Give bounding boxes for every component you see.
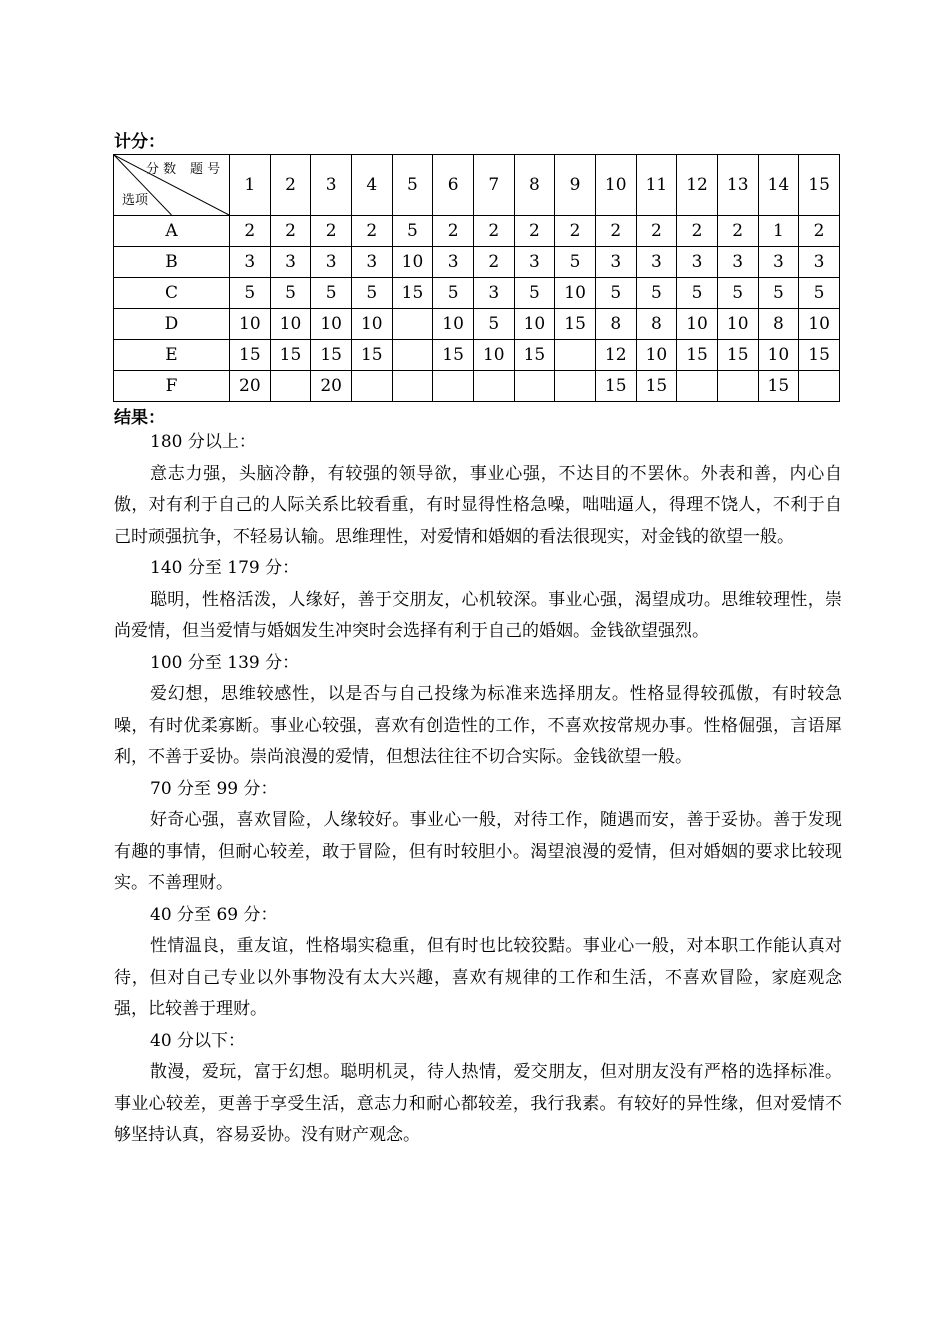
score-cell: 2: [311, 216, 352, 247]
table-row: [114, 340, 840, 371]
score-cell: 10: [270, 309, 311, 340]
score-cell: 2: [799, 216, 840, 247]
score-cell: 15: [270, 340, 311, 371]
score-cell: [799, 371, 840, 402]
score-cell: 3: [677, 247, 718, 278]
score-cell: 5: [351, 278, 392, 309]
question-number-cell: 5: [392, 155, 433, 216]
score-cell: 1: [758, 216, 799, 247]
score-cell: 10: [799, 309, 840, 340]
score-cell: 10: [351, 309, 392, 340]
score-cell: 10: [392, 247, 433, 278]
score-cell: 3: [799, 247, 840, 278]
score-label: 分 数: [146, 162, 177, 177]
score-cell: 5: [311, 278, 352, 309]
score-cell: 5: [799, 278, 840, 309]
score-cell: 2: [595, 216, 636, 247]
score-cell: 10: [636, 340, 677, 371]
option-cell: E: [114, 340, 230, 371]
score-cell: [392, 371, 433, 402]
score-cell: 15: [514, 340, 555, 371]
range-description: 爱幻想，思维较感性，以是否与自己投缘为标准来选择朋友。性格显得较孤傲，有时较急噪，有时优柔寡断。事业心较强，喜欢有创造性的工作，不喜欢按常规办事。性格倔强，言语犀利，不善于妥协。崇尚浪漫的爱情，但想法往往不切合实际。金钱欲望一般。: [114, 684, 842, 767]
question-label: 题 号: [190, 162, 221, 177]
diagonal-header-cell: [114, 155, 230, 216]
score-cell: 3: [473, 278, 514, 309]
score-cell: 2: [636, 216, 677, 247]
score-cell: 2: [351, 216, 392, 247]
question-number-cell: 8: [514, 155, 555, 216]
score-cell: 10: [677, 309, 718, 340]
question-number-cell: 9: [555, 155, 596, 216]
score-cell: 15: [799, 340, 840, 371]
score-cell: 10: [473, 340, 514, 371]
score-cell: [433, 371, 474, 402]
table-row: [114, 309, 840, 340]
score-cell: 15: [758, 371, 799, 402]
option-label: 选项: [122, 193, 149, 208]
score-cell: 15: [392, 278, 433, 309]
score-cell: 15: [433, 340, 474, 371]
score-cell: 3: [636, 247, 677, 278]
score-cell: 15: [677, 340, 718, 371]
range-description: 意志力强，头脑冷静，有较强的领导欲，事业心强，不达目的不罢休。外表和善，内心自傲，对有利于自己的人际关系比较看重，有时显得性格急噪，咄咄逼人，得理不饶人，不利于自己时顽强抗争，不轻易认输。思维理性，对爱情和婚姻的看法很现实，对金钱的欲望一般。: [114, 463, 842, 547]
score-cell: 5: [717, 278, 758, 309]
score-table: [113, 154, 840, 402]
table-row: [114, 247, 840, 278]
score-cell: 2: [473, 216, 514, 247]
question-number-cell: 3: [311, 155, 352, 216]
score-cell: [392, 340, 433, 371]
score-cell: 2: [433, 216, 474, 247]
score-cell: 3: [311, 247, 352, 278]
score-cell: [392, 309, 433, 340]
score-range: 100 分至 139 分：: [150, 652, 300, 673]
score-cell: 20: [230, 371, 271, 402]
score-cell: 15: [595, 371, 636, 402]
score-cell: 3: [230, 247, 271, 278]
score-cell: 15: [636, 371, 677, 402]
score-cell: 3: [717, 247, 758, 278]
range-description: 散漫，爱玩，富于幻想。聪明机灵，待人热情，爱交朋友，但对朋友没有严格的选择标准。事业心较差，更善于享受生活，意志力和耐心都较差，我行我素。有较好的异性缘，但对爱情不够坚持认真，容易妥协。没有财产观念。: [114, 1062, 842, 1145]
score-cell: 15: [230, 340, 271, 371]
question-number-cell: 15: [799, 155, 840, 216]
score-range: 140 分至 179 分：: [150, 558, 300, 578]
score-cell: 5: [636, 278, 677, 309]
score-cell: [677, 371, 718, 402]
score-cell: 8: [636, 309, 677, 340]
score-cell: 5: [392, 216, 433, 247]
score-cell: 15: [351, 340, 392, 371]
score-cell: 10: [311, 309, 352, 340]
score-cell: [717, 371, 758, 402]
score-cell: 5: [677, 278, 718, 309]
range-description: 好奇心强，喜欢冒险，人缘较好。事业心一般，对待工作，随遇而安，善于妥协。善于发现有趣的事情，但耐心较差，敢于冒险，但有时较胆小。渴望浪漫的爱情，但对婚姻的要求比较现实。不善理财。: [114, 810, 842, 893]
table-row: [114, 216, 840, 247]
score-cell: 2: [270, 216, 311, 247]
score-cell: 10: [717, 309, 758, 340]
score-cell: 3: [351, 247, 392, 278]
score-cell: 8: [595, 309, 636, 340]
question-number-cell: 1: [230, 155, 271, 216]
score-cell: 3: [595, 247, 636, 278]
score-range: 40 分至 69 分：: [150, 904, 278, 925]
score-cell: [473, 371, 514, 402]
score-cell: 3: [758, 247, 799, 278]
result-heading: 结果：: [114, 408, 165, 428]
score-cell: 10: [514, 309, 555, 340]
score-cell: 2: [230, 216, 271, 247]
option-cell: F: [114, 371, 230, 402]
question-number-cell: 11: [636, 155, 677, 216]
score-cell: [270, 371, 311, 402]
table-header-row: [114, 155, 840, 216]
score-range: 180 分以上：: [150, 432, 256, 452]
table-row: [114, 371, 840, 402]
score-cell: 3: [514, 247, 555, 278]
table-row: [114, 278, 840, 309]
score-cell: 5: [433, 278, 474, 309]
score-heading: 计分：: [114, 132, 165, 152]
score-cell: 15: [717, 340, 758, 371]
question-number-cell: 13: [717, 155, 758, 216]
question-number-cell: 12: [677, 155, 718, 216]
score-cell: 5: [555, 247, 596, 278]
score-cell: 10: [230, 309, 271, 340]
range-description: 性情温良，重友谊，性格塌实稳重，但有时也比较狡黠。事业心一般，对本职工作能认真对待，但对自己专业以外事物没有太大兴趣，喜欢有规律的工作和生活，不喜欢冒险，家庭观念强，比较善于理财。: [114, 936, 842, 1019]
score-cell: 3: [433, 247, 474, 278]
score-cell: 3: [270, 247, 311, 278]
option-cell: B: [114, 247, 230, 278]
score-cell: [555, 340, 596, 371]
score-cell: 2: [677, 216, 718, 247]
score-cell: 5: [473, 309, 514, 340]
score-cell: 2: [555, 216, 596, 247]
score-cell: 5: [514, 278, 555, 309]
score-cell: 20: [311, 371, 352, 402]
score-cell: [555, 371, 596, 402]
results-section: [114, 427, 842, 1152]
score-cell: 8: [758, 309, 799, 340]
question-number-cell: 7: [473, 155, 514, 216]
score-cell: 2: [473, 247, 514, 278]
score-cell: 2: [514, 216, 555, 247]
score-cell: 10: [758, 340, 799, 371]
score-cell: 5: [595, 278, 636, 309]
score-range: 40 分以下：: [150, 1030, 246, 1051]
score-cell: 5: [758, 278, 799, 309]
option-cell: A: [114, 216, 230, 247]
score-cell: 2: [717, 216, 758, 247]
score-range: 70 分至 99 分：: [150, 778, 278, 799]
question-number-cell: 14: [758, 155, 799, 216]
score-cell: 12: [595, 340, 636, 371]
score-cell: 5: [230, 278, 271, 309]
option-cell: C: [114, 278, 230, 309]
question-number-cell: 10: [595, 155, 636, 216]
question-number-cell: 6: [433, 155, 474, 216]
question-number-cell: 4: [351, 155, 392, 216]
score-cell: 5: [270, 278, 311, 309]
question-number-cell: 2: [270, 155, 311, 216]
score-cell: [514, 371, 555, 402]
score-cell: 15: [311, 340, 352, 371]
score-cell: 15: [555, 309, 596, 340]
option-cell: D: [114, 309, 230, 340]
score-cell: [351, 371, 392, 402]
score-cell: 10: [433, 309, 474, 340]
score-cell: 10: [555, 278, 596, 309]
range-description: 聪明，性格活泼，人缘好，善于交朋友，心机较深。事业心强，渴望成功。思维较理性，崇尚爱情，但当爱情与婚姻发生冲突时会选择有利于自己的婚姻。金钱欲望强烈。: [114, 589, 842, 641]
